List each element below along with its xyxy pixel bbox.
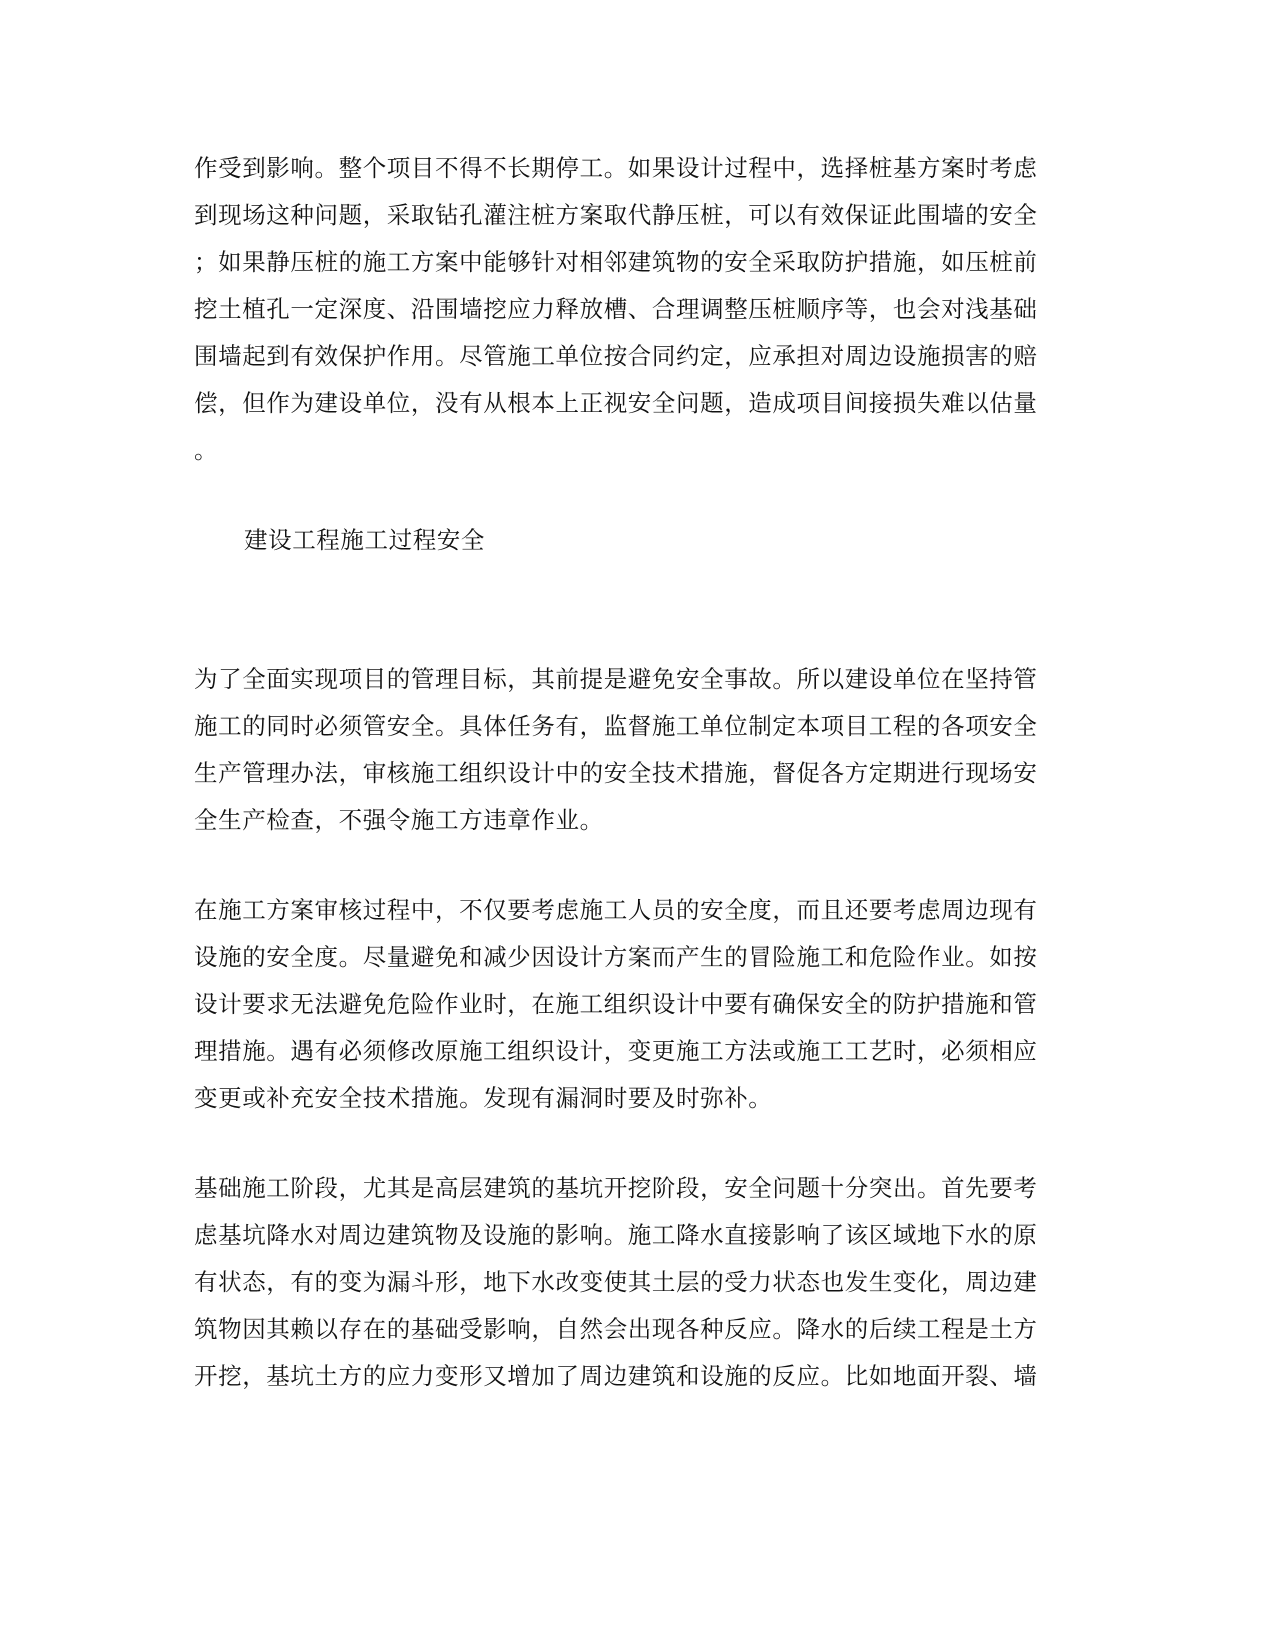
text-line: 围墙起到有效保护作用。尽管施工单位按合同约定，应承担对周边设施损害的赔	[194, 342, 1038, 370]
text-line: 基础施工阶段，尤其是高层建筑的基坑开挖阶段，安全问题十分突出。首先要考	[194, 1174, 1038, 1202]
text-line: 挖土植孔一定深度、沿围墙挖应力释放槽、合理调整压桩顺序等，也会对浅基础	[194, 295, 1038, 323]
text-line: 到现场这种问题，采取钻孔灌注桩方案取代静压桩，可以有效保证此围墙的安全	[194, 201, 1038, 229]
text-line: 有状态，有的变为漏斗形，地下水改变使其土层的受力状态也发生变化，周边建	[194, 1268, 1038, 1296]
text-line: 为了全面实现项目的管理目标，其前提是避免安全事故。所以建设单位在坚持管	[194, 665, 1038, 693]
text-line: 设计要求无法避免危险作业时，在施工组织设计中要有确保安全的防护措施和管	[194, 990, 1038, 1018]
text-line: 变更或补充安全技术措施。发现有漏洞时要及时弥补。	[194, 1084, 773, 1112]
text-line: 虑基坑降水对周边建筑物及设施的影响。施工降水直接影响了该区域地下水的原	[194, 1221, 1038, 1249]
text-line: ；如果静压桩的施工方案中能够针对相邻建筑物的安全采取防护措施，如压桩前	[194, 248, 1038, 276]
text-line: 筑物因其赖以存在的基础受影响，自然会出现各种反应。降水的后续工程是土方	[194, 1315, 1038, 1343]
text-line: 理措施。遇有必须修改原施工组织设计，变更施工方法或施工工艺时，必须相应	[194, 1037, 1038, 1065]
text-line: 全生产检查，不强令施工方违章作业。	[194, 806, 604, 834]
text-line: 生产管理办法，审核施工组织设计中的安全技术措施，督促各方定期进行现场安	[194, 759, 1038, 787]
text-line: 在施工方案审核过程中，不仅要考虑施工人员的安全度，而且还要考虑周边现有	[194, 896, 1038, 924]
text-line: 作受到影响。整个项目不得不长期停工。如果设计过程中，选择桩基方案时考虑	[194, 154, 1038, 182]
text-line: 开挖，基坑土方的应力变形又增加了周边建筑和设施的反应。比如地面开裂、墙	[194, 1362, 1038, 1390]
text-line: 设施的安全度。尽量避免和减少因设计方案而产生的冒险施工和危险作业。如按	[194, 943, 1038, 971]
section-heading: 建设工程施工过程安全	[244, 526, 485, 554]
text-line: 。	[194, 436, 219, 464]
text-line: 施工的同时必须管安全。具体任务有，监督施工单位制定本项目工程的各项安全	[194, 712, 1038, 740]
text-line: 偿，但作为建设单位，没有从根本上正视安全问题，造成项目间接损失难以估量	[194, 389, 1038, 417]
